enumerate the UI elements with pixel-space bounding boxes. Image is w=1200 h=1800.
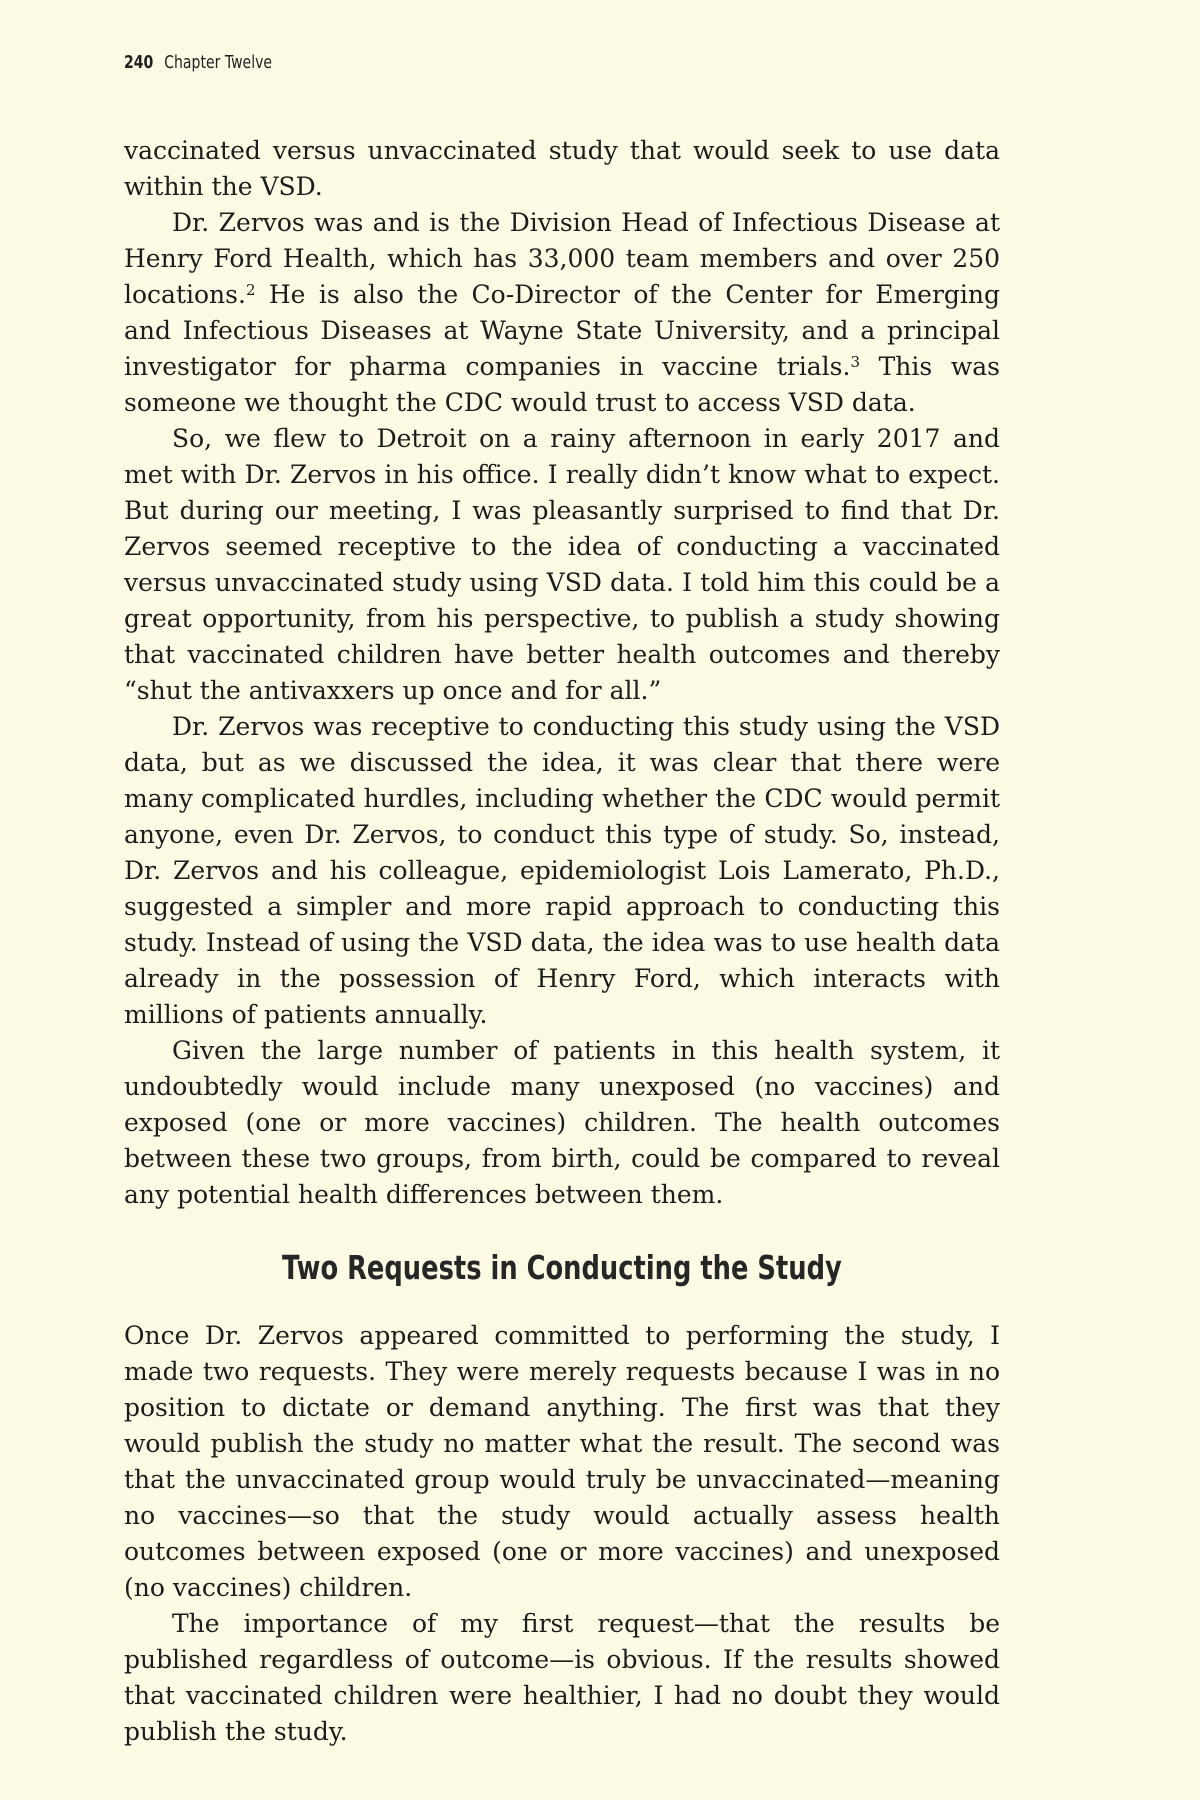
paragraph-patient-groups: Given the large number of patients in this health system, it undoubtedly would include many unexposed (no vaccines) and exposed (one or more vaccines) children. The health outcomes between these two groups, from birth, could be compared to reveal any potential health differences between them. bbox=[124, 1036, 1000, 1209]
paragraph-study-approach: Dr. Zervos was receptive to conducting this study using the VSD data, but as we discussed the idea, it was clear that there were many complicated hurdles, including whether the CDC would permit anyone, even Dr. Zervos, to conduct this type of study. So, instead, Dr. Zervos and his colleague, epidemiologist Lois Lamerato, Ph.D., suggested a simpler and more rapid approach to conducting this study. Instead of using the VSD data, the idea was to use health data already in the possession of Henry Ford, which interacts with millions of patients annually. bbox=[124, 712, 1000, 1029]
paragraph-text: He is also the Co-Director of the Center for Emerging and Infectious Diseases at Wayne State University, and a principal investigator for pharma companies in vaccine trials. bbox=[124, 280, 1000, 381]
paragraph-first-request: The importance of my first request—that the results be published regardless of outcome—is obvious. If the results showed that vaccinated children were healthier, I had no doubt they would publish the study. bbox=[124, 1609, 1000, 1746]
page-number: 240 bbox=[124, 52, 154, 73]
paragraph-two-requests: Once Dr. Zervos appeared committed to performing the study, I made two requests. They were merely requests because I was in no position to dictate or demand anything. The first was that they would publish the study no matter what the result. The second was that the unvaccinated group would truly be unvaccinated—meaning no vaccines—so that the study would actually assess health outcomes between exposed (one or more vaccines) and unexposed (no vaccines) children. bbox=[124, 1321, 1000, 1602]
footnote-ref-3: 3 bbox=[850, 352, 861, 371]
chapter-title: Chapter Twelve bbox=[164, 52, 273, 73]
paragraph-text: This was someone we thought the CDC would trust to access VSD data. bbox=[124, 352, 1000, 417]
paragraph-continued: vaccinated versus unvaccinated study that would seek to use data within the VSD. bbox=[124, 136, 1000, 201]
footnote-ref-2: 2 bbox=[245, 280, 256, 299]
body-text bbox=[124, 133, 1000, 1750]
paragraph-detroit-meeting: So, we flew to Detroit on a rainy afternoon in early 2017 and met with Dr. Zervos in his office. I really didn’t know what to expect. But during our meeting, I was pleasantly surprised to find that Dr. Zervos seemed receptive to the idea of conducting a vaccinated versus unvaccinated study using VSD data. I told him this could be a great opportunity, from his perspective, to publish a study showing that vaccinated children have better health outcomes and thereby “shut the antivaxxers up once and for all.” bbox=[124, 424, 1000, 705]
paragraph-text: Dr. Zervos was and is the Division Head of Infectious Disease at Henry Ford Health, which has 33,000 team members and over 250 locations. bbox=[124, 208, 1000, 309]
paragraph-zervos-background bbox=[124, 205, 1000, 421]
running-head bbox=[124, 52, 272, 73]
section-heading: Two Requests in Conducting the Study bbox=[282, 1248, 842, 1287]
